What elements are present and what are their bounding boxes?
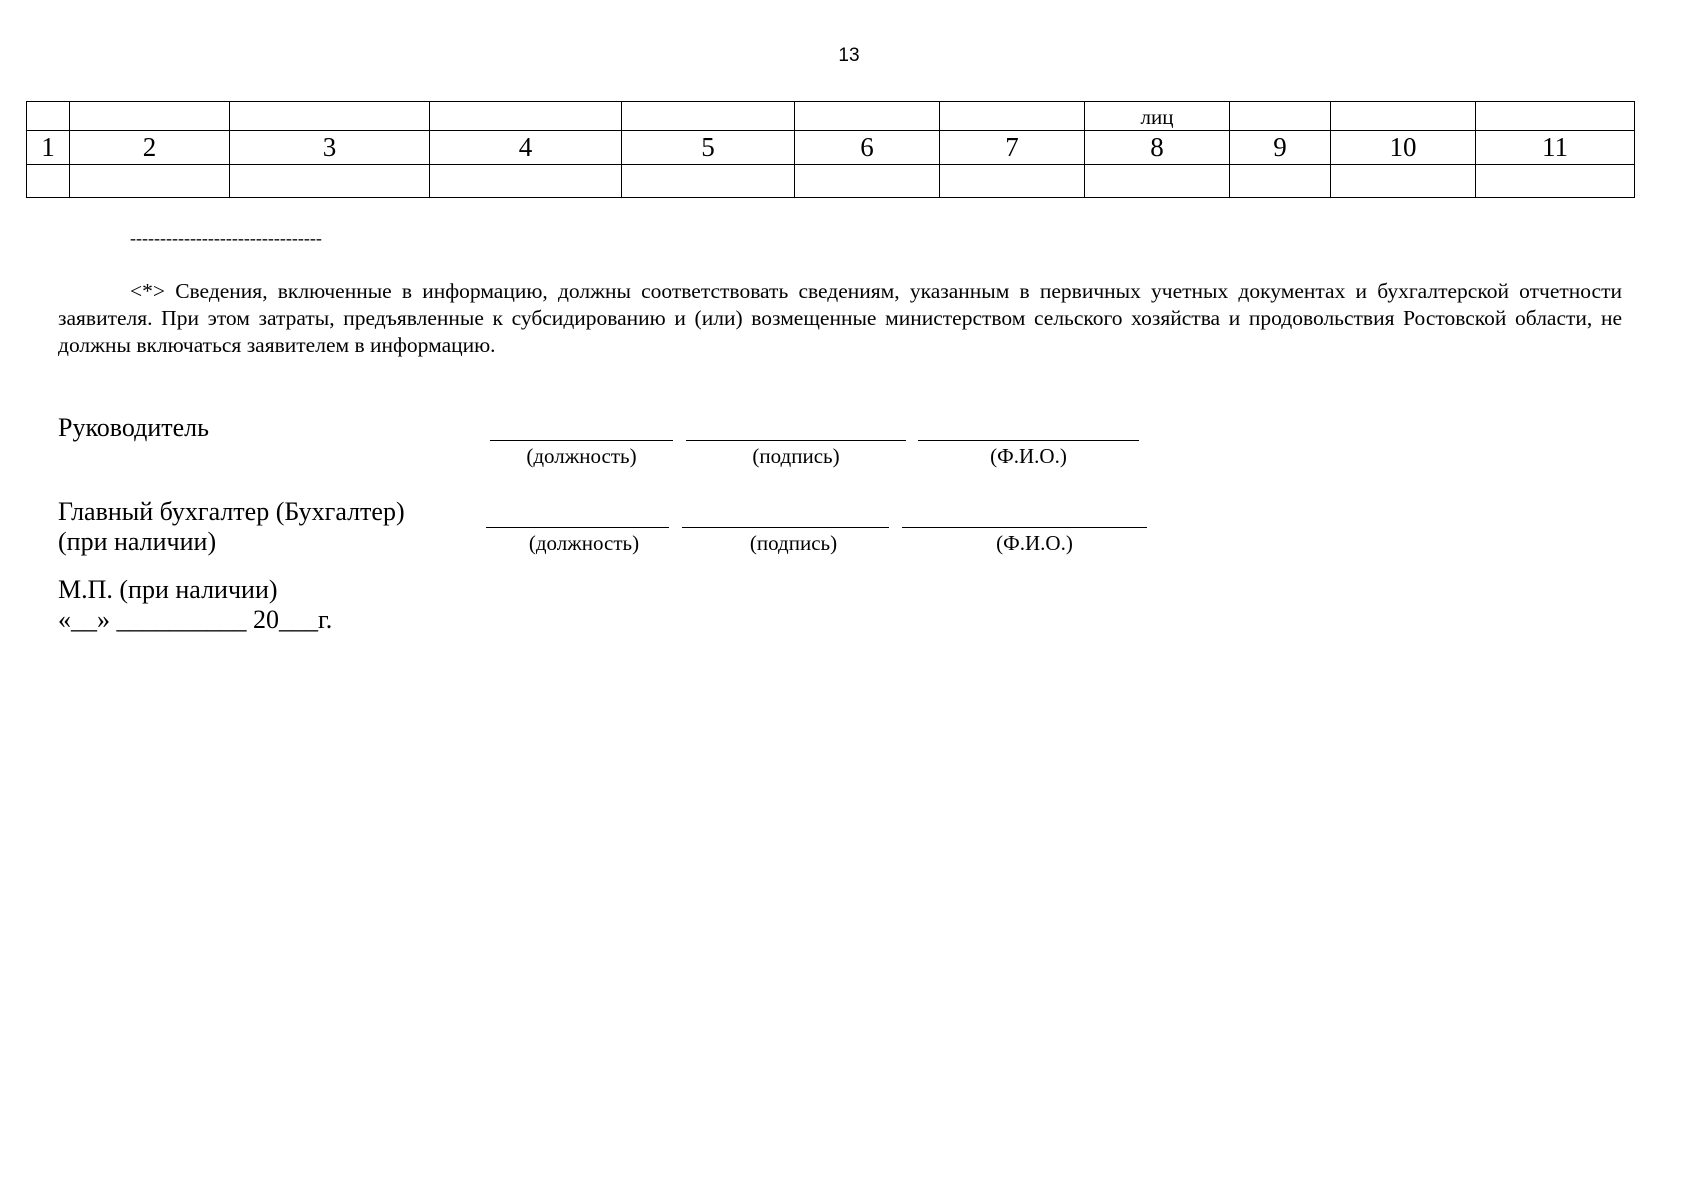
stamp-label: М.П. (при наличии) (58, 575, 278, 604)
table-cell (70, 102, 230, 131)
table-cell (1331, 102, 1476, 131)
head-position-line (490, 440, 673, 441)
date-line: «__» __________ 20___г. (58, 605, 333, 634)
accountant-signature-caption: (подпись) (749, 531, 838, 555)
table-cell: 5 (622, 131, 795, 165)
accountant-label: Главный бухгалтер (Бухгалтер) (58, 497, 405, 526)
head-signature-line (686, 440, 906, 441)
table-cell: 4 (430, 131, 622, 165)
table-cell: 6 (795, 131, 940, 165)
table-cell (1331, 165, 1476, 198)
accountant-signature-line (682, 527, 889, 528)
table-cell (1085, 165, 1230, 198)
data-table (26, 101, 1635, 198)
table-cell: 10 (1331, 131, 1476, 165)
table-cell: 3 (230, 131, 430, 165)
table-cell (795, 165, 940, 198)
table-cell (27, 165, 70, 198)
table-cell (430, 165, 622, 198)
head-name-caption: (Ф.И.О.) (990, 444, 1067, 468)
head-label: Руководитель (58, 413, 209, 442)
table-cell (70, 165, 230, 198)
table-cell (1476, 165, 1635, 198)
head-signature-caption: (подпись) (752, 444, 840, 468)
table-row-column-numbers (27, 131, 1635, 165)
head-name-line (918, 440, 1139, 441)
accountant-position-caption: (должность) (528, 531, 640, 555)
table-cell (1476, 102, 1635, 131)
accountant-label-note: (при наличии) (58, 527, 217, 556)
footnote-separator: -------------------------------- (130, 228, 322, 248)
table-cell (940, 165, 1085, 198)
accountant-name-caption: (Ф.И.О.) (996, 531, 1073, 555)
table-cell: 7 (940, 131, 1085, 165)
accountant-name-line (902, 527, 1147, 528)
table-cell: 8 (1085, 131, 1230, 165)
table-cell (622, 102, 795, 131)
table-cell (622, 165, 795, 198)
table-cell: 1 (27, 131, 70, 165)
table-cell (230, 165, 430, 198)
table-cell: 2 (70, 131, 230, 165)
table-cell (1230, 165, 1331, 198)
page-number: 13 (838, 45, 860, 66)
table-row-header-continuation (27, 102, 1635, 131)
table-cell (1230, 102, 1331, 131)
head-position-caption: (должность) (526, 444, 637, 468)
table-cell (27, 102, 70, 131)
table-cell (430, 102, 622, 131)
table-cell (795, 102, 940, 131)
footnote-text: <*> Сведения, включенные в информацию, должны соответствовать сведениям, указанным в первичных учетных документах и бухгалтерской отчетности заявителя. При этом затраты, предъявленные к субсидированию и (или) возмещенные министерством сельского хозяйства и продовольствия Ростовской области, не должны включаться заявителем в информацию. (58, 279, 1622, 357)
table-cell: 9 (1230, 131, 1331, 165)
table-cell (940, 102, 1085, 131)
table-cell: 11 (1476, 131, 1635, 165)
accountant-position-line (486, 527, 669, 528)
table-row-empty (27, 165, 1635, 198)
table-cell: лиц (1085, 102, 1230, 131)
table-cell (230, 102, 430, 131)
